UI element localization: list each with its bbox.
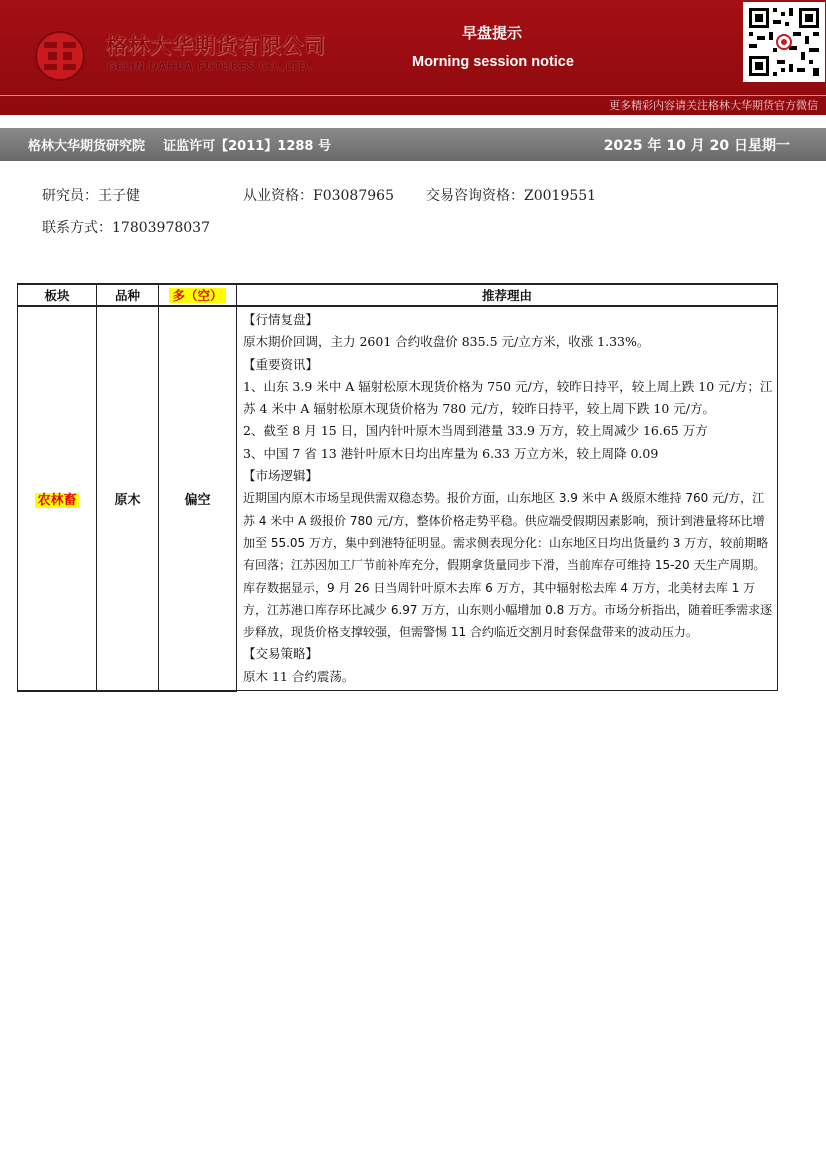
news-item-3: 3、中国 7 省 13 港针叶原木日均出库量为 6.33 万立方米，较上周降 0.09 xyxy=(243,445,659,461)
report-title-cn: 早盘提示 xyxy=(462,24,523,42)
company-name-en: GELIN DAHUA FUTURES CO.,LTD. xyxy=(107,61,313,73)
company-logo-icon xyxy=(30,30,90,82)
header-divider xyxy=(0,95,826,96)
logic-title: 【市场逻辑】 xyxy=(243,468,319,484)
institute-license: 格林大华期货研究院 证监许可【2011】1288 号 xyxy=(28,139,331,154)
company-name-cn: 格林大华期货有限公司 xyxy=(106,34,326,58)
cell-sector xyxy=(18,306,97,691)
header-reason: 推荐理由 xyxy=(237,284,778,306)
cell-variety: 原木 xyxy=(97,306,159,691)
follow-wechat-text: 更多精彩内容请关注格林大华期货官方微信 xyxy=(609,99,818,112)
review-text: 原木期价回调，主力 2601 合约收盘价 835.5 元/立方米，收涨 1.33%。 xyxy=(243,334,650,350)
recommendation-table xyxy=(17,283,778,692)
header-variety: 品种 xyxy=(97,284,159,306)
qr-code-icon xyxy=(743,2,825,82)
table-row xyxy=(18,306,778,691)
cell-reason xyxy=(237,306,778,691)
logic-text: 近期国内原木市场呈现供需双稳态势。报价方面，山东地区 3.9 米中 A 级原木维持 760 元/方，江苏 4 米中 A 级报价 780 元/方，整体价格走势平稳。供应端受假期因素影响，预计到港量将环比增加至 55.05 万方，集中到港特征明显。需求侧表现分化：山东地区日均出货量约 3 万方，较前期略有回落；江苏因加工厂节前补库充分，假期拿货量同步下滑，当前库存可维持 15-20 天生产周期。库存数据显示，9 月 26 日当周针叶原木去库 6 万方，其中辐射松去库 4 万方，北美材去库 1 万方，江苏港口库存环比减少 6.97 万方，山东则小幅增加 0.8 万方。市场分析指出，随着旺季需求逐步释放，现货价格支撑较强，但需警惕 11 合约临近交割月时套保盘带来的波动压力。 xyxy=(243,491,773,640)
news-item-1: 1、山东 3.9 米中 A 辐射松原木现货价格为 750 元/方，较昨日持平，较上周上跌 10 元/方；江苏 4 米中 A 辐射松原木现货价格为 780 元/方，较昨日持平，较上周下跌 10 元/方。 xyxy=(243,378,773,417)
strategy-text: 原木 11 合约震荡。 xyxy=(243,668,355,684)
cell-direction: 偏空 xyxy=(159,306,237,691)
researcher-contact: 联系方式：17803978037 xyxy=(42,220,210,236)
review-title: 【行情复盘】 xyxy=(243,312,319,327)
header-direction xyxy=(159,284,237,306)
sector-label: 农林畜 xyxy=(37,492,77,508)
researcher-qualification: 从业资格：F03087965 xyxy=(243,188,394,204)
researcher-name: 研究员：王子健 xyxy=(42,188,140,204)
header-banner xyxy=(0,0,826,115)
strategy-title: 【交易策略】 xyxy=(243,646,319,662)
report-date: 2025 年 10 月 20 日星期一 xyxy=(603,138,790,154)
table-header-row xyxy=(18,284,778,306)
report-title-en: Morning session notice xyxy=(412,54,574,70)
header-direction-label: 多（空） xyxy=(169,288,225,303)
news-title: 【重要资讯】 xyxy=(243,356,319,372)
researcher-consult-qualification: 交易咨询资格：Z0019551 xyxy=(426,188,597,204)
news-item-2: 2、截至 8 月 15 日，国内针叶原木当周到港量 33.9 万方，较上周减少 16.65 万方 xyxy=(243,423,708,439)
header-sector: 板块 xyxy=(18,284,97,306)
institute-bar xyxy=(0,128,826,161)
